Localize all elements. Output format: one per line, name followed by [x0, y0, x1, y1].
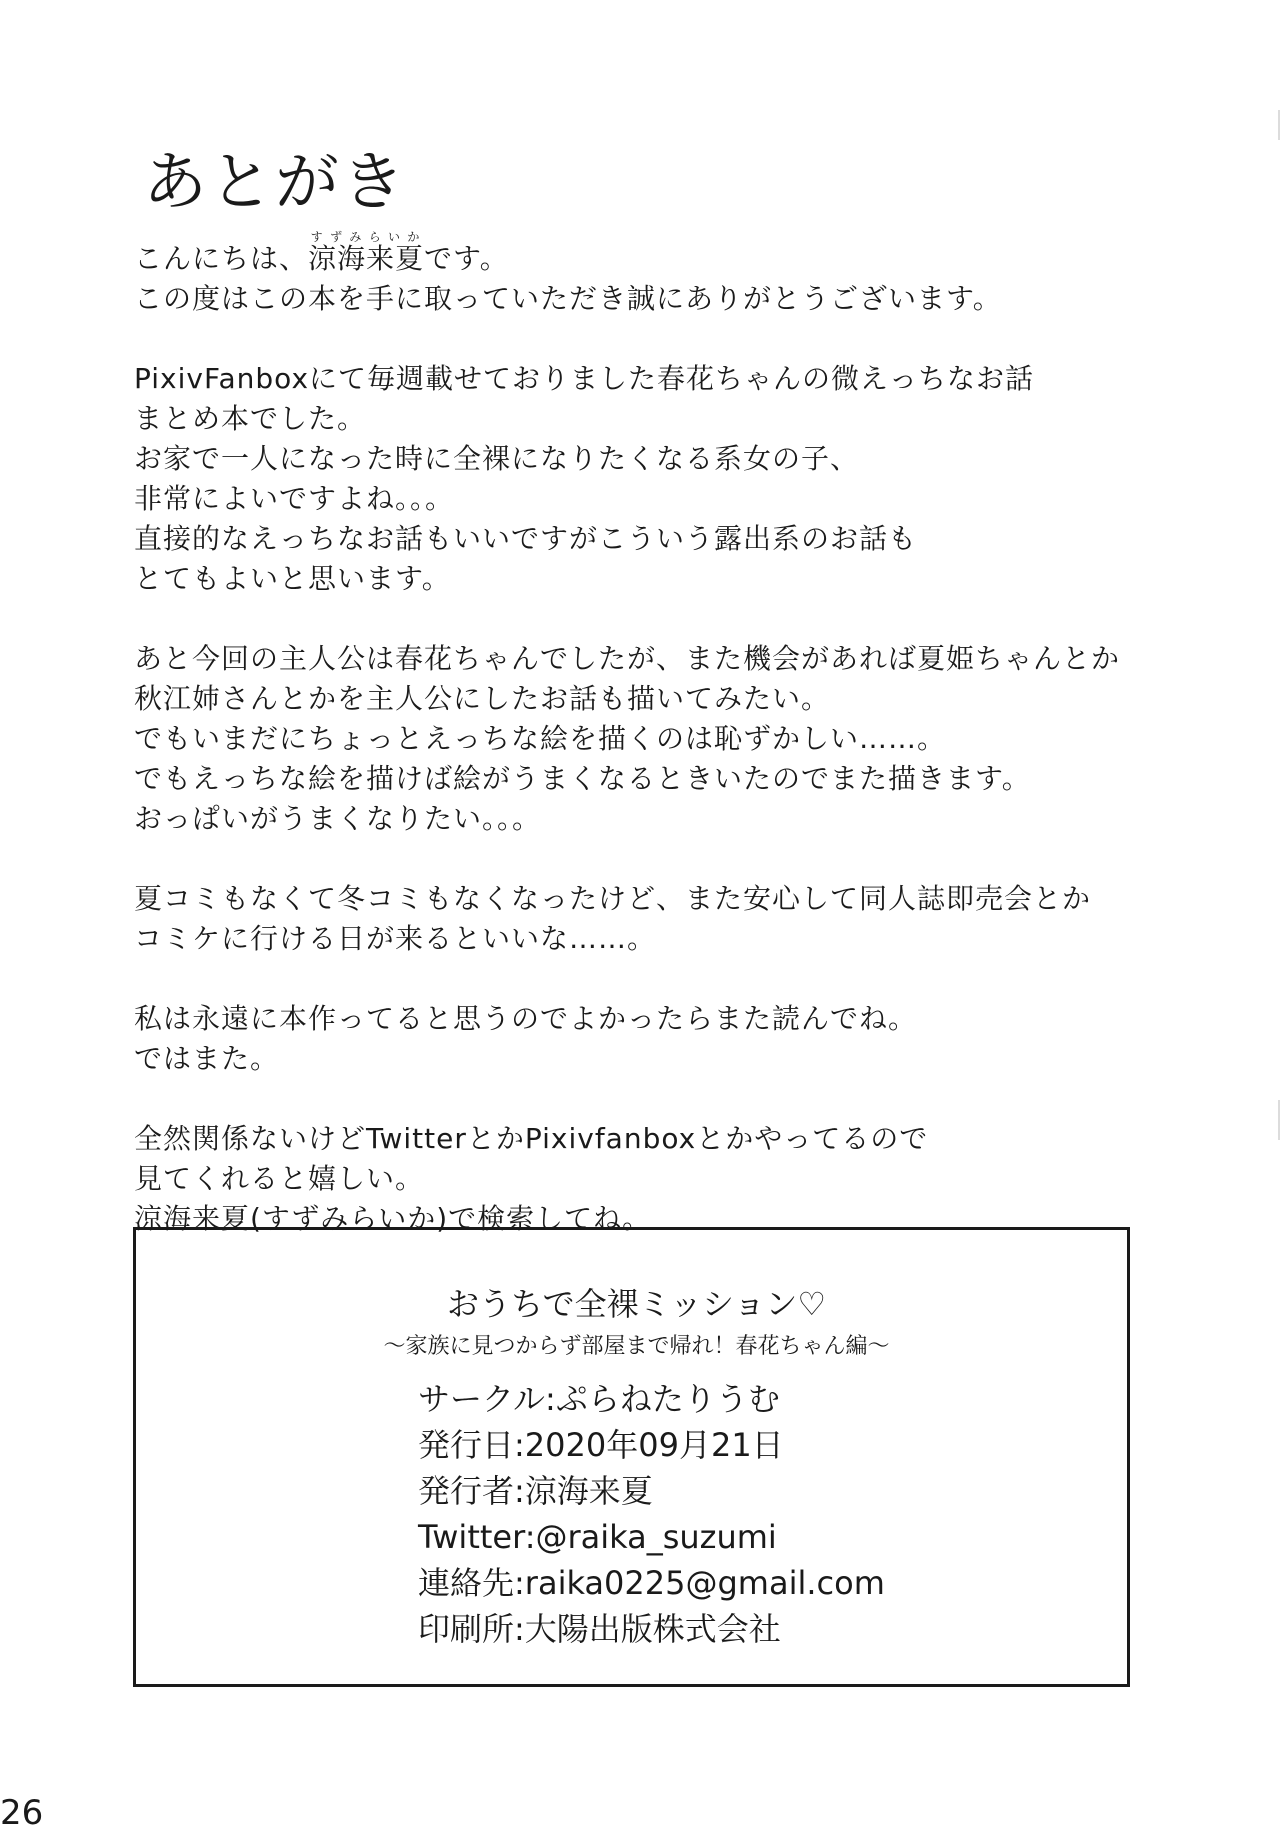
colophon-entry-label: 印刷所 [418, 1610, 515, 1648]
afterword-paragraph [134, 879, 1144, 959]
book-title: おうちで全裸ミッション♡ [446, 1285, 827, 1323]
afterword-line: でもいまだにちょっとえっちな絵を描くのは恥ずかしい……。 [134, 722, 947, 755]
page-number: 26 [0, 1793, 44, 1833]
afterword-line: 見てくれると嬉しい。 [134, 1162, 425, 1195]
afterword-paragraph [134, 1119, 1144, 1239]
colophon-entry [418, 1468, 885, 1514]
greeting-line [134, 230, 1144, 279]
colophon-separator: : [514, 1426, 525, 1464]
greeting-text [134, 230, 1144, 279]
afterword-line: 私は永遠に本作ってると思うのでよかったらまた読んでね。 [134, 1002, 918, 1035]
afterword-line: ではまた。 [134, 1042, 280, 1075]
afterword-line: でもえっちな絵を描けば絵がうまくなるときいたのでまた描きます。 [134, 762, 1031, 795]
afterword-paragraph [134, 359, 1144, 599]
colophon-entry-value: 2020年09月21日 [524, 1426, 784, 1464]
book-subtitle: 〜家族に見つからず部屋まで帰れ！春花ちゃん編〜 [383, 1334, 890, 1359]
colophon-separator: : [524, 1518, 536, 1556]
author-surname-ruby [308, 230, 367, 275]
colophon-entry-label: 発行者 [418, 1472, 515, 1510]
colophon-entry-value: ぷらねたりうむ [555, 1380, 780, 1418]
greeting-before: こんにちは、 [134, 242, 309, 275]
afterword-line: お家で一人になった時に全裸になりたくなる系女の子、 [134, 442, 860, 475]
colophon-entry-label: 連絡先 [418, 1564, 515, 1602]
colophon-entry [418, 1514, 885, 1560]
afterword-paragraphs [134, 279, 1144, 1239]
afterword-line: まとめ本でした。 [134, 402, 367, 435]
author-given-name-reading: らいか [366, 230, 425, 244]
colophon-entry [418, 1560, 885, 1606]
afterword-line: 秋江姉さんとかを主人公にしたお話も描いてみたい。 [134, 682, 831, 715]
afterword-line: PixivFanboxにて毎週載せておりました春花ちゃんの微えっちなお話 [134, 362, 1035, 395]
afterword-body [134, 230, 1144, 1239]
afterword-paragraph [134, 639, 1144, 839]
afterword-line: この度はこの本を手に取っていただき誠にありがとうございます。 [134, 282, 1002, 315]
colophon-separator: : [545, 1380, 556, 1418]
colophon-entry-label: 発行日 [418, 1426, 515, 1464]
afterword-line: とてもよいと思います。 [134, 562, 451, 595]
colophon-entry [418, 1606, 885, 1652]
colophon-separator: : [514, 1472, 525, 1510]
author-surname-reading: すずみ [308, 230, 367, 244]
colophon-box [133, 1227, 1130, 1687]
afterword-line: コミケに行ける日が来るといいな……。 [134, 922, 657, 955]
greeting-after: です。 [424, 242, 509, 275]
afterword-line: 夏コミもなくて冬コミもなくなったけど、また安心して同人誌即売会とか [134, 882, 1092, 915]
afterword-line: あと今回の主人公は春花ちゃんでしたが、また機会があれば夏姫ちゃんとか [134, 642, 1121, 675]
colophon-separator: : [514, 1564, 525, 1602]
colophon-separator: : [514, 1610, 525, 1648]
afterword-title: あとがき [143, 146, 407, 220]
afterword-paragraph [134, 279, 1144, 319]
author-given-name: 来夏 [366, 242, 425, 275]
afterword-line: 直接的なえっちなお話もいいですがこういう露出系のお話も [134, 522, 918, 555]
colophon-entries [418, 1376, 885, 1652]
colophon-entry-value: @raika_suzumi [535, 1518, 777, 1556]
afterword-line: 涼海来夏(すずみらいか)で検索してね。 [134, 1202, 652, 1235]
colophon-entry-value: 涼海来夏 [524, 1472, 653, 1510]
colophon-entry-label: Twitter [418, 1518, 525, 1556]
afterword-line: 全然関係ないけどTwitterとかPixivfanboxとかやってるので [134, 1122, 929, 1155]
afterword-line: 非常によいですよね。。。 [134, 482, 455, 515]
colophon-entry-label: サークル [418, 1380, 546, 1418]
afterword-paragraph [134, 999, 1144, 1079]
author-given-name-ruby [366, 230, 425, 275]
colophon-entry [418, 1376, 885, 1422]
colophon-entry-value: 大陽出版株式会社 [524, 1610, 781, 1648]
colophon-entry-value: raika0225@gmail.com [524, 1564, 885, 1602]
afterword-line: おっぱいがうまくなりたい。。。 [134, 802, 542, 835]
colophon-entry [418, 1422, 885, 1468]
author-surname: 涼海 [308, 242, 367, 275]
